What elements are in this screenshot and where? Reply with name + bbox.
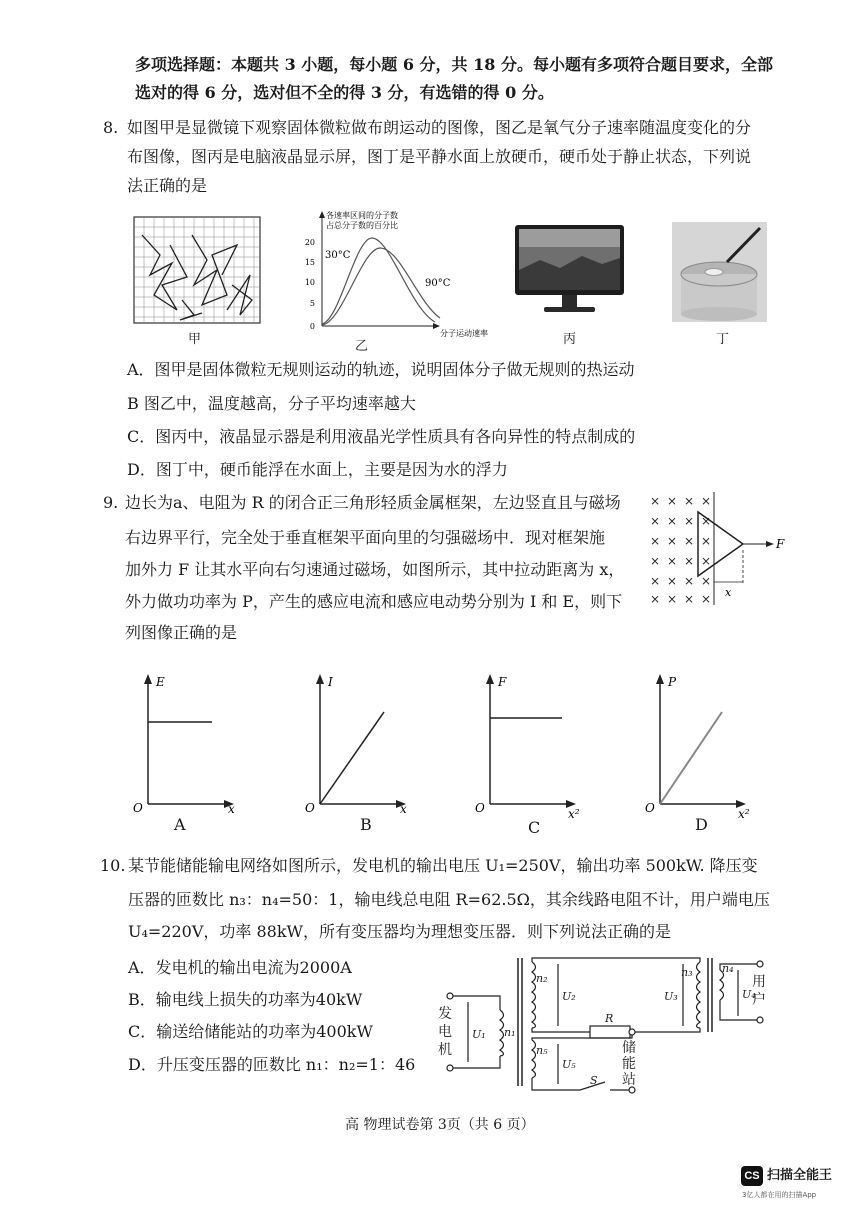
q10-text-line1: 某节能储能输电网络如图所示，发电机的输出电压 U₁=250V，输出功率 500kW. 降压变 bbox=[128, 856, 758, 875]
svg-text:×: × bbox=[684, 534, 695, 548]
svg-text:S: S bbox=[590, 1074, 598, 1087]
svg-text:n₂: n₂ bbox=[536, 972, 548, 985]
q8-text-line3: 法正确的是 bbox=[127, 176, 208, 195]
q8-option-b: B 图乙中，温度越高，分子平均速率越大 bbox=[127, 394, 416, 413]
figure-coin-on-water bbox=[672, 222, 767, 322]
svg-text:n₁: n₁ bbox=[504, 1026, 516, 1039]
q10-option-d: D．升压变压器的匝数比 n₁：n₂=1：46 bbox=[128, 1055, 416, 1074]
figure-caption-yi: 乙 bbox=[355, 339, 369, 354]
q10-text-line3: U₄=220V，功率 88kW，所有变压器均为理想变压器．则下列说法正确的是 bbox=[128, 922, 671, 941]
svg-text:U₂: U₂ bbox=[562, 990, 576, 1003]
svg-text:能: 能 bbox=[622, 1056, 636, 1072]
svg-text:E: E bbox=[156, 675, 165, 689]
q8-option-c: C．图丙中，液晶显示器是利用液晶光学性质具有各向异性的特点制成的 bbox=[127, 427, 636, 446]
q9-number: 9. bbox=[103, 493, 119, 512]
svg-text:U₁: U₁ bbox=[472, 1028, 486, 1041]
chart-ytick-5: 5 bbox=[309, 299, 315, 308]
svg-text:×: × bbox=[650, 574, 661, 588]
svg-text:×: × bbox=[667, 494, 678, 508]
q8-option-a: A．图甲是固体微粒无规则运动的轨迹，说明固体分子做无规则的热运动 bbox=[127, 360, 635, 379]
q8-number: 8. bbox=[103, 118, 119, 137]
svg-text:×: × bbox=[701, 592, 712, 606]
svg-text:储: 储 bbox=[622, 1040, 636, 1056]
svg-text:x²: x² bbox=[738, 807, 750, 821]
svg-text:×: × bbox=[650, 534, 661, 548]
svg-text:O: O bbox=[133, 801, 143, 815]
svg-text:F: F bbox=[498, 675, 507, 689]
svg-text:站: 站 bbox=[622, 1072, 636, 1088]
figure-speed-distribution bbox=[300, 208, 500, 338]
figure-triangle-in-field bbox=[648, 490, 798, 608]
figure-brownian-motion bbox=[132, 215, 262, 325]
svg-text:×: × bbox=[667, 514, 678, 528]
chart-xlabel: 分子运动速率 bbox=[440, 329, 488, 338]
svg-text:机: 机 bbox=[438, 1042, 452, 1058]
svg-text:×: × bbox=[650, 514, 661, 528]
svg-text:×: × bbox=[650, 554, 661, 568]
page-footer: 高 物理试卷第 3页（共 6 页） bbox=[345, 1117, 535, 1133]
svg-text:×: × bbox=[667, 592, 678, 606]
svg-text:发: 发 bbox=[438, 1006, 452, 1022]
q9-text-line3: 加外力 F 让其水平向右匀速通过磁场，如图所示，其中拉动距离为 x， bbox=[125, 560, 625, 579]
graph-a-label: A bbox=[174, 815, 186, 834]
svg-text:×: × bbox=[701, 494, 712, 508]
graph-option-a bbox=[128, 672, 248, 822]
graph-option-c bbox=[470, 672, 590, 822]
curve-90c-label: 90°C bbox=[425, 278, 451, 289]
q10-number: 10. bbox=[100, 856, 126, 875]
svg-text:n₃: n₃ bbox=[681, 966, 693, 979]
figure-lcd-monitor bbox=[512, 222, 627, 322]
svg-text:×: × bbox=[684, 554, 695, 568]
q10-option-c: C．输送给储能站的功率为400kW bbox=[128, 1022, 373, 1041]
curve-30c-label: 30°C bbox=[325, 250, 351, 261]
svg-text:U₃: U₃ bbox=[664, 990, 678, 1003]
svg-text:n₄: n₄ bbox=[722, 962, 734, 975]
svg-text:U₅: U₅ bbox=[562, 1058, 576, 1071]
scanner-logo-badge: CS bbox=[741, 1166, 763, 1186]
q9-text-line2: 右边界平行，完全处于垂直框架平面向里的匀强磁场中．现对框架施 bbox=[125, 528, 606, 547]
section-header-line2: 选对的得 6 分，选对但不全的得 3 分，有选错的得 0 分。 bbox=[135, 83, 554, 102]
svg-text:x: x bbox=[400, 802, 407, 816]
q8-text-line2: 布图像，图丙是电脑液晶显示屏，图丁是平静水面上放硬币，硬币处于静止状态，下列说 bbox=[127, 147, 752, 166]
svg-text:×: × bbox=[684, 574, 695, 588]
chart-ylabel-line1: 各速率区间的分子数 bbox=[326, 211, 398, 220]
graph-b-label: B bbox=[360, 815, 372, 834]
svg-text:电: 电 bbox=[438, 1024, 452, 1040]
scanner-app-tagline: 3亿人都在用的扫描App bbox=[742, 1191, 817, 1199]
svg-text:户: 户 bbox=[752, 992, 766, 1008]
svg-text:×: × bbox=[701, 534, 712, 548]
q10-option-a: A．发电机的输出电流为2000A bbox=[128, 958, 352, 977]
scanner-app-name: 扫描全能王 bbox=[767, 1168, 833, 1183]
svg-text:P: P bbox=[668, 675, 677, 689]
q9-text-line5: 列图像正确的是 bbox=[125, 623, 238, 642]
graph-option-b bbox=[300, 672, 420, 822]
svg-text:×: × bbox=[667, 574, 678, 588]
svg-text:O: O bbox=[475, 801, 485, 815]
svg-text:x: x bbox=[725, 586, 732, 599]
graph-c-label: C bbox=[528, 818, 541, 837]
svg-text:×: × bbox=[684, 514, 695, 528]
figure-transmission-circuit bbox=[440, 950, 780, 1100]
q9-text-line1: 边长为a、电阻为 R 的闭合正三角形轻质金属框架，左边竖直且与磁场 bbox=[125, 493, 621, 512]
svg-text:O: O bbox=[645, 801, 655, 815]
svg-text:R: R bbox=[605, 1012, 614, 1025]
q8-text-line1: 如图甲是显微镜下观察固体微粒做布朗运动的图像，图乙是氧气分子速率随温度变化的分 bbox=[127, 118, 752, 137]
svg-text:n₅: n₅ bbox=[536, 1044, 548, 1057]
graph-option-d bbox=[640, 672, 760, 822]
q10-option-b: B．输电线上损失的功率为40kW bbox=[128, 990, 363, 1009]
svg-text:×: × bbox=[684, 592, 695, 606]
svg-text:×: × bbox=[701, 514, 712, 528]
svg-text:O: O bbox=[305, 801, 315, 815]
svg-text:×: × bbox=[650, 592, 661, 606]
svg-text:×: × bbox=[701, 574, 712, 588]
chart-ylabel-line2: 占总分子数的百分比 bbox=[326, 221, 398, 230]
section-header-line1: 多项选择题：本题共 3 小题，每小题 6 分，共 18 分。每小题有多项符合题目要求，全部 bbox=[135, 55, 773, 74]
q9-text-line4: 外力做功功率为 P，产生的感应电流和感应电动势分别为 I 和 E，则下 bbox=[125, 592, 623, 611]
svg-text:×: × bbox=[684, 494, 695, 508]
svg-text:x²: x² bbox=[568, 807, 580, 821]
svg-text:×: × bbox=[650, 494, 661, 508]
svg-text:×: × bbox=[667, 534, 678, 548]
graph-d-label: D bbox=[695, 815, 708, 834]
svg-text:I: I bbox=[328, 675, 333, 689]
chart-ytick-10: 10 bbox=[304, 278, 315, 287]
chart-ytick-15: 15 bbox=[304, 258, 315, 267]
svg-text:U₄: U₄ bbox=[742, 988, 756, 1001]
figure-caption-ding: 丁 bbox=[716, 332, 730, 347]
figure-caption-jia: 甲 bbox=[188, 332, 202, 347]
svg-text:用: 用 bbox=[752, 974, 766, 990]
chart-ytick-0: 0 bbox=[309, 322, 315, 331]
q10-text-line2: 压器的匝数比 n₃：n₄=50：1，输电线总电阻 R=62.5Ω，其余线路电阻不计，用户端电压 bbox=[128, 890, 770, 909]
svg-text:x: x bbox=[228, 802, 235, 816]
figure-caption-bing: 丙 bbox=[563, 332, 577, 347]
svg-text:×: × bbox=[667, 554, 678, 568]
q8-option-d: D．图丁中，硬币能浮在水面上，主要是因为水的浮力 bbox=[127, 460, 508, 479]
svg-text:F: F bbox=[776, 537, 785, 551]
svg-text:×: × bbox=[701, 554, 712, 568]
chart-ytick-20: 20 bbox=[304, 238, 315, 247]
